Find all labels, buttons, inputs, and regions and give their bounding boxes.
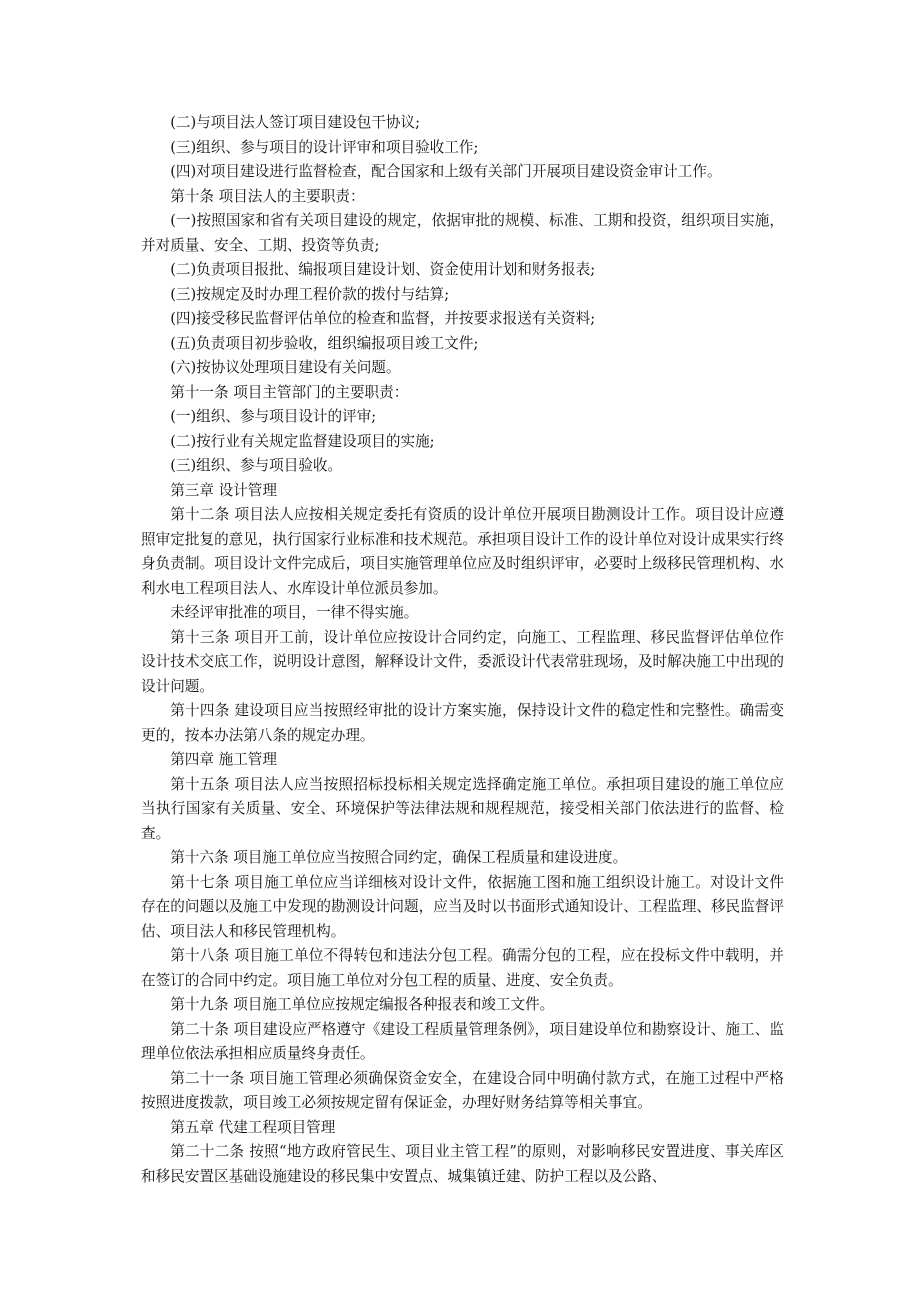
article-18: 第十八条 项目施工单位不得转包和违法分包工程。确需分包的工程，应在投标文件中载明，并在签订的合同中约定。项目施工单位对分包工程的质量、进度、安全负责。 xyxy=(141,947,784,989)
chapter-3-heading: 第三章 设计管理 xyxy=(170,481,277,499)
article-12: 第十二条 项目法人应按相关规定委托有资质的设计单位开展项目勘测设计工作。项目设计应遵照审定批复的意见，执行国家行业标准和技术规范。承担项目设计工作的设计单位对设计成果实行终身负责制。项目设计文件完成后，项目实施管理单位应及时组织评审，必要时上级移民管理机构、水利水电工程项目法人、水库设计单位派员参加。 xyxy=(141,506,784,597)
article-10-heading: 第十条 项目法人的主要职责： xyxy=(170,187,365,205)
paragraph-item-4: (四)接受移民监督评估单位的检查和监督，并按要求报送有关资料; xyxy=(170,310,596,327)
article-20: 第二十条 项目建设应严格遵守《建设工程质量管理条例》，项目建设单位和勘察设计、施工、监理单位依法承担相应质量终身责任。 xyxy=(141,1020,784,1062)
article-22: 第二十二条 按照“地方政府管民生、项目业主管工程”的原则，对影响移民安置进度、事关库区和移民安置区基础设施建设的移民集中安置点、城集镇迁建、防护工程以及公路、 xyxy=(141,1143,784,1185)
article-17: 第十七条 项目施工单位应当详细核对设计文件，依据施工图和施工组织设计施工。对设计文件存在的问题以及施工中发现的勘测设计问题，应当及时以书面形式通知设计、工程监理、移民监督评估、项目法人和移民管理机构。 xyxy=(141,873,784,940)
paragraph-item-6: (六)按协议处理项目建设有关问题。 xyxy=(170,359,401,376)
article-15: 第十五条 项目法人应当按照招标投标相关规定选择确定施工单位。承担项目建设的施工单位应当执行国家有关质量、安全、环境保护等法律法规和规程规范，接受相关部门依法进行的监督、检查。 xyxy=(141,775,784,842)
paragraph-item-1: (一)组织、参与项目设计的评审; xyxy=(170,408,377,425)
paragraph-item-2: (二)按行业有关规定监督建设项目的实施; xyxy=(170,432,435,450)
article-12-note: 未经评审批准的项目，一律不得实施。 xyxy=(170,604,419,621)
paragraph-item-2: (二)负责项目报批、编报项目建设计划、资金使用计划和财务报表; xyxy=(170,261,596,278)
paragraph-item-3: (三)组织、参与项目的设计评审和项目验收工作; xyxy=(170,138,479,156)
article-21: 第二十一条 项目施工管理必须确保资金安全，在建设合同中明确付款方式，在施工过程中严格按照进度拨款，项目竣工必须按规定留有保证金，办理好财务结算等相关事宜。 xyxy=(141,1069,784,1111)
paragraph-item-3: (三)组织、参与项目验收。 xyxy=(170,457,343,474)
article-11-heading: 第十一条 项目主管部门的主要职责： xyxy=(170,383,409,401)
article-16: 第十六条 项目施工单位应当按照合同约定，确保工程质量和建设进度。 xyxy=(170,849,628,866)
paragraph-item-3: (三)按规定及时办理工程价款的拨付与结算; xyxy=(170,285,450,303)
paragraph-item-4: (四)对项目建设进行监督检查，配合国家和上级有关部门开展项目建设资金审计工作。 xyxy=(170,163,722,180)
article-13: 第十三条 项目开工前，设计单位应按设计合同约定，向施工、工程监理、移民监督评估单位作设计技术交底工作，说明设计意图，解释设计文件，委派设计代表常驻现场，及时解决施工中出现的设计问题。 xyxy=(141,628,784,695)
chapter-5-heading: 第五章 代建工程项目管理 xyxy=(170,1118,336,1136)
article-19: 第十九条 项目施工单位应按规定编报各种报表和竣工文件。 xyxy=(170,996,555,1013)
paragraph-item-1: (一)按照国家和省有关项目建设的规定，依据审批的规模、标准、工期和投资，组织项目实施，并对质量、安全、工期、投资等负责; xyxy=(141,212,784,254)
chapter-4-heading: 第四章 施工管理 xyxy=(170,751,277,768)
paragraph-item-2: (二)与项目法人签订项目建设包干协议; xyxy=(170,114,420,131)
paragraph-item-5: (五)负责项目初步验收，组织编报项目竣工文件; xyxy=(170,334,479,352)
article-14: 第十四条 建设项目应当按照经审批的设计方案实施，保持设计文件的稳定性和完整性。确需变更的，按本办法第八条的规定办理。 xyxy=(141,702,784,744)
